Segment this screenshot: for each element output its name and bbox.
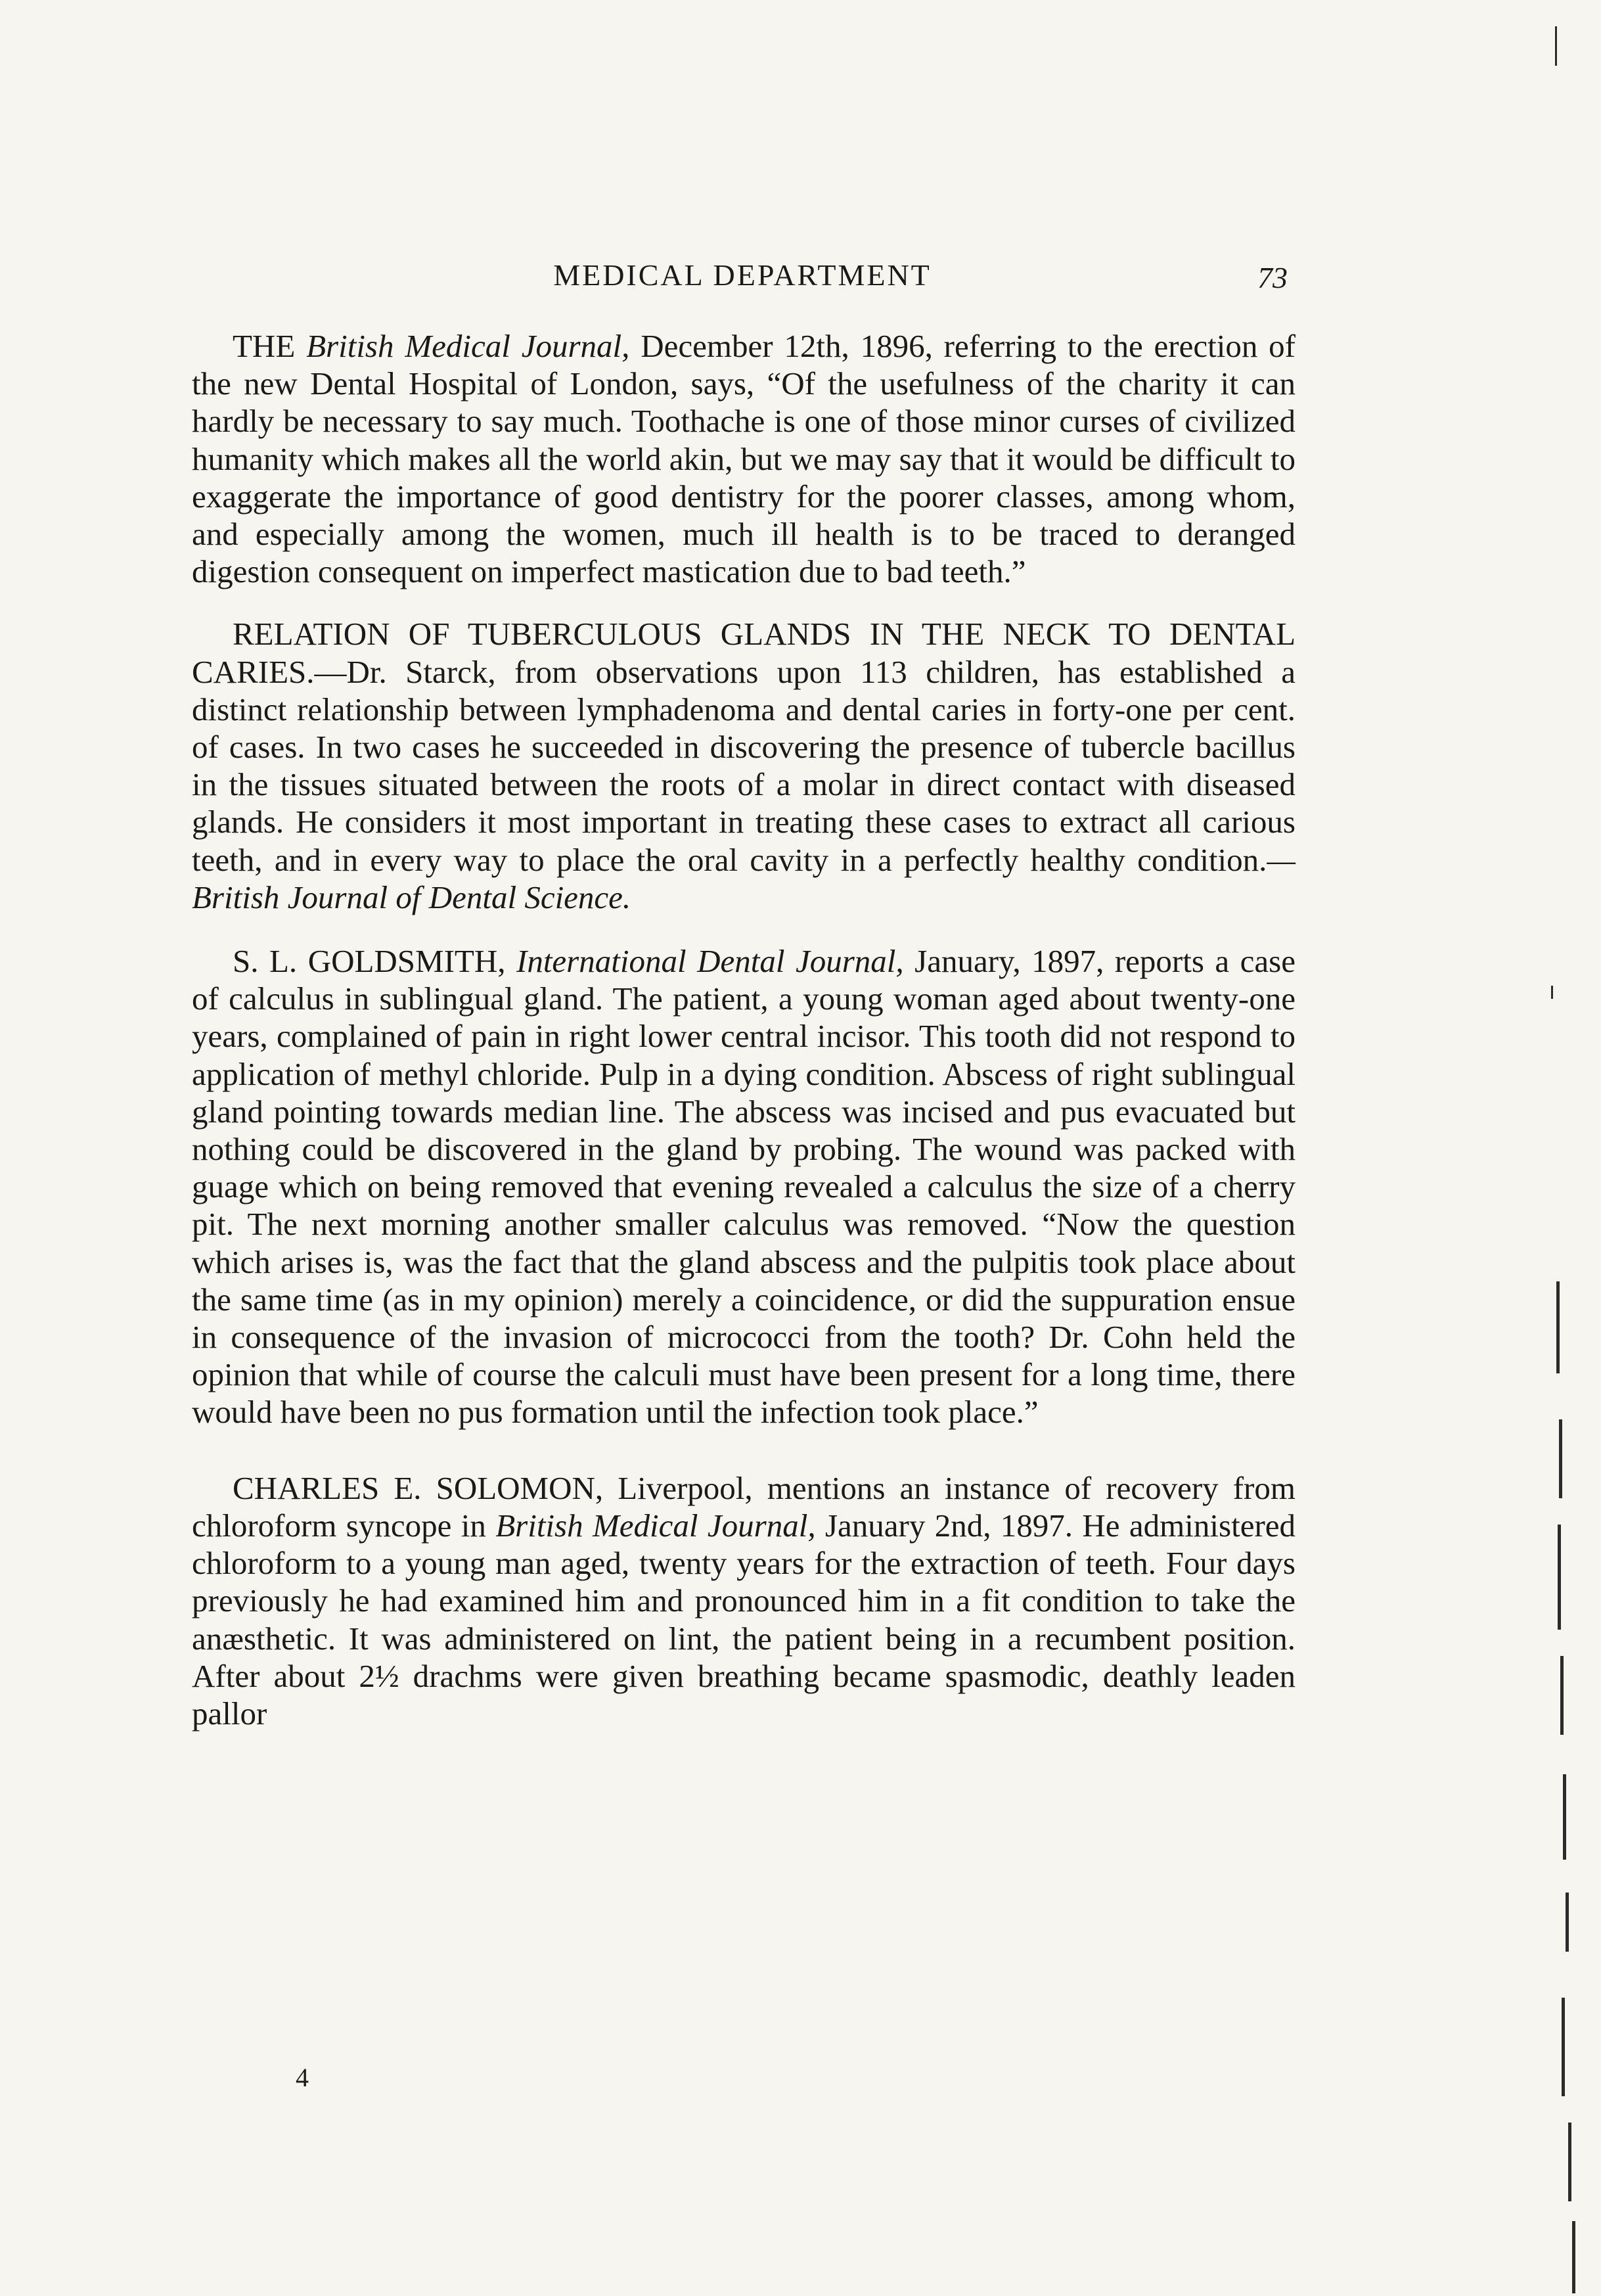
text-segment: December 12th, 1896, referring to the erection of the new Dental Hospital of London, says, “Of the usefulness of the charity it can hardly be necessary to say much. Toothache is one of those minor curses of civilized humanity which makes all the world akin, but we may say that it would be difficult to exaggerate the importance of good dentistry for the poorer classes, among whom, and especially among the women, much ill health is to be traced to deranged digestion consequent on imperfect mastication due to bad teeth.” <box>192 328 1296 590</box>
journal-citation: —British Journal of Dental Science. <box>192 841 1296 915</box>
journal-title: International Dental Journal, <box>516 943 904 980</box>
page-header <box>197 258 1288 297</box>
text-segment: THE <box>233 328 307 364</box>
paragraph-solomon-chloroform <box>192 1469 1296 1732</box>
section-heading: RELATION OF TUBERCULOUS GLANDS IN THE NECK TO DENTAL CARIES. <box>192 616 1296 690</box>
author-name: S. L. GOLDSMITH, <box>233 943 516 980</box>
running-head: MEDICAL DEPARTMENT <box>553 258 932 292</box>
author-name: CHARLES E. SOLOMON, <box>233 1469 604 1506</box>
page-number: 73 <box>1257 261 1288 294</box>
edge-shadow-mark <box>1555 26 1557 66</box>
paragraph-dental-hospital <box>192 327 1296 590</box>
paragraph-tuberculous-glands <box>192 615 1296 916</box>
edge-shadow-mark <box>1558 1525 1561 1630</box>
body-text <box>192 327 1296 1732</box>
edge-shadow-mark <box>1559 1419 1562 1498</box>
text-segment: —Dr. Starck, from observations upon 113 children, has established a distinct relationship between lymphadenoma and dental caries in forty-one per cent. of cases. In two cases he succeeded in discovering the presence of tubercle bacillus in the tissues situated between the roots of a molar in direct contact with diseased glands. He considers it most important in treating these cases to extract all carious teeth, and in every way to place the oral cavity in a perfectly healthy condition. <box>192 653 1296 878</box>
signature-mark: 4 <box>296 2063 309 2092</box>
text-segment: January 2nd, 1897. He administered chloroform to a young man aged, twenty years for the extraction of teeth. Four days previously he had examined him and pronounced him in a fit condition to take the anæsthetic. It was administered on lint, the patient being in a recumbent position. After about 2½ drachms were given breathing became spasmodic, deathly leaden pallor <box>192 1507 1296 1732</box>
text-segment: January, 1897, reports a case of calculus in sublingual gland. The patient, a young woman aged about twenty-one years, complained of pain in right lower central incisor. This tooth did not respond to application of methyl chloride. Pulp in a dying condition. Abscess of right sublingual gland pointing towards median line. The abscess was incised and pus evacuated but nothing could be discovered in the gland by probing. The wound was packed with guage which on being removed that evening revealed a calculus the size of a cherry pit. The next morning another smaller calculus was removed. “Now the question which arises is, was the fact that the gland abscess and the pulpitis took place about the same time (as in my opinion) merely a coincidence, or did the suppuration ensue in consequence of the invasion of micrococci from the tooth? Dr. Cohn held the opinion that while of course the calculi must have been present for a long time, there would have been no pus formation until the infection took place.” <box>192 943 1296 1431</box>
journal-title: British Medical Journal, <box>306 328 630 364</box>
edge-shadow-mark <box>1563 1774 1566 1860</box>
journal-title: British Medical Journal, <box>495 1507 816 1544</box>
edge-shadow-mark <box>1556 1281 1560 1373</box>
edge-shadow-mark <box>1566 1893 1569 1952</box>
edge-shadow-mark <box>1568 2123 1571 2201</box>
edge-shadow-mark <box>1560 1656 1564 1735</box>
paragraph-goldsmith-calculus <box>192 942 1296 1431</box>
edge-shadow-mark <box>1551 986 1553 999</box>
page-binding-edge <box>1542 0 1601 2296</box>
edge-shadow-mark <box>1572 2221 1575 2293</box>
text-segment: Liverpool, mentions an instance of recovery from chloroform syncope in <box>192 1469 1296 1544</box>
edge-shadow-mark <box>1562 1998 1565 2096</box>
